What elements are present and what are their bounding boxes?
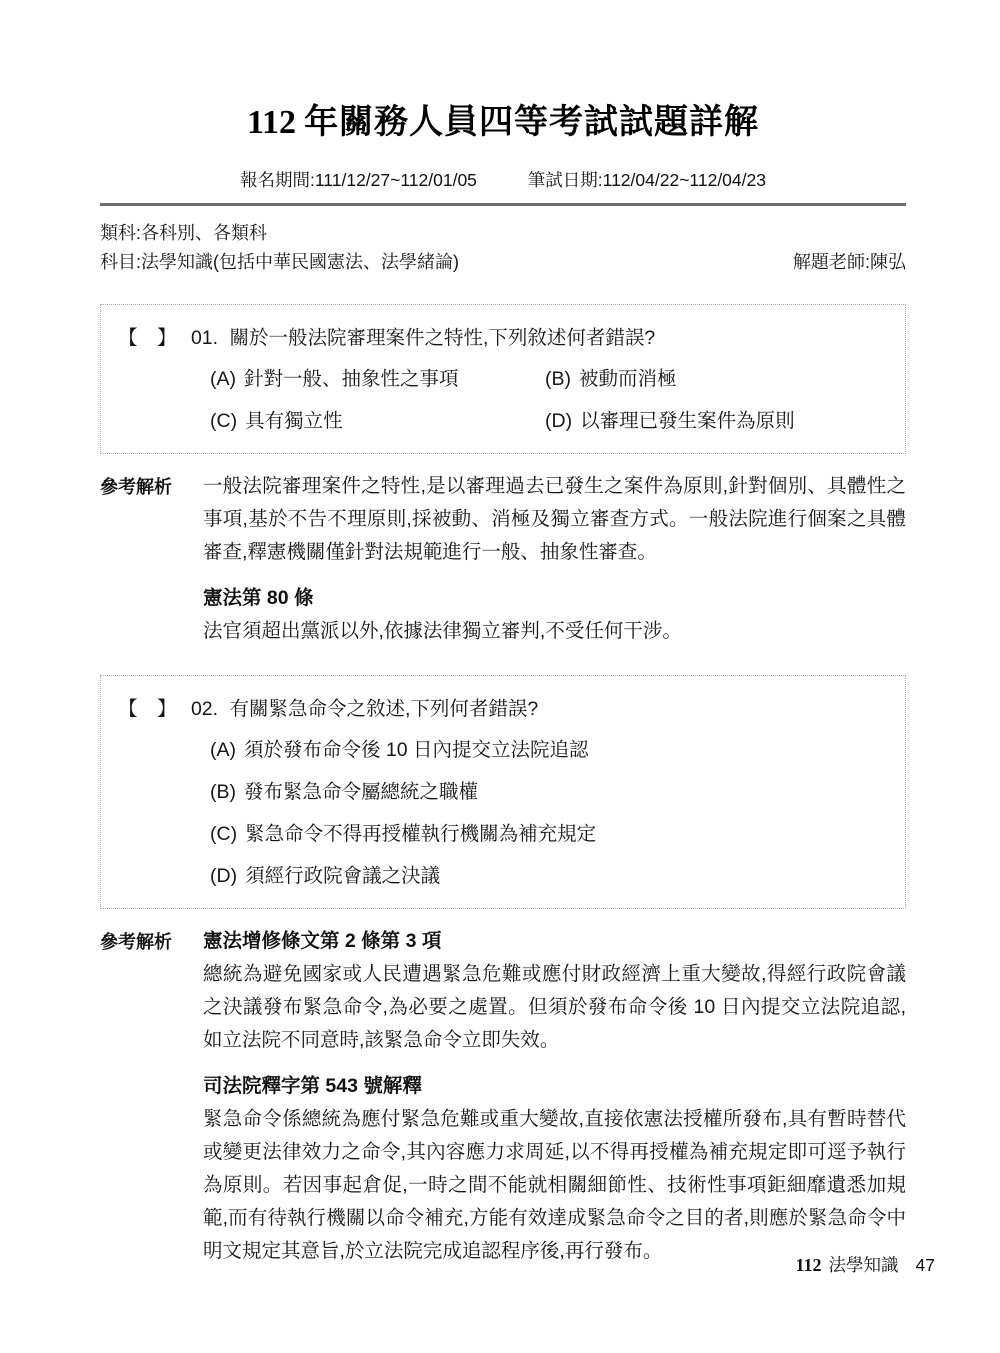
question-stem: 關於一般法院審理案件之特性,下列敘述何者錯誤? [229,326,656,349]
exam-dates-line [100,167,906,192]
option-a [210,734,889,762]
question-box-2 [100,675,906,909]
analysis-paragraph: 一般法院審理案件之特性,是以審理過去已發生之案件為原則,針對個別、具體性之事項,基於不告不理原則,採被動、消極及獨立審查方式。一般法院進行個案之具體審查,釋憲機關僅針對法規範進行一般、抽象性審查。 [203,474,906,563]
teacher-value: 解題老師:陳弘 [792,251,906,272]
law-reference-heading: 憲法增修條文第 2 條第 3 項 [203,929,442,952]
option-text: 緊急命令不得再授權執行機關為補充規定 [245,822,597,845]
option-d [210,860,889,888]
question-2-options [210,734,889,888]
question-2-heading [118,693,889,721]
page-title [100,102,906,144]
subject-line [100,248,906,277]
option-label: (A) [210,367,236,390]
page-footer [796,1252,935,1277]
option-label: (B) [210,780,236,803]
question-number: 02. [190,697,219,720]
option-label: (A) [210,738,236,761]
law-reference-heading: 憲法第 80 條 [203,586,314,609]
analysis-body [203,470,906,648]
question-1-options [210,363,889,433]
analysis-paragraph: 法官須超出黨派以外,依據法律獨立審判,不受任何干涉。 [203,619,682,642]
analysis-body [203,925,906,1268]
option-d [545,405,889,433]
option-text: 發布緊急命令屬總統之職權 [244,780,479,803]
page-title-text: 年關務人員四等考試試題詳解 [304,103,760,141]
option-c [210,818,889,846]
footer-subject: 法學知識 [828,1255,899,1275]
category-line: 類科:各科別、各類科 [100,222,268,243]
footer-page-number: 47 [915,1255,935,1275]
answer-bracket: 【 】 [118,326,177,349]
analysis-label: 參考解析 [100,476,172,497]
option-text: 須於發布命令後 10 日內提交立法院追認 [244,738,589,761]
option-label: (D) [545,409,573,432]
option-label: (C) [210,822,238,845]
subject-value: 科目:法學知識(包括中華民國憲法、法學緒論) [100,251,459,272]
header-divider [100,203,906,206]
page-title-year: 112 [246,104,297,141]
registration-period: 報名期間:111/12/27~112/01/05 [240,169,477,190]
question-stem: 有關緊急命令之敘述,下列何者錯誤? [229,697,539,720]
written-exam-date: 筆試日期:112/04/22~112/04/23 [527,169,766,190]
question-1-heading [118,322,889,350]
answer-bracket: 【 】 [118,697,177,720]
exam-meta [100,219,906,277]
option-label: (D) [210,864,238,887]
option-text: 以審理已發生案件為原則 [580,409,795,432]
option-b [545,363,889,391]
option-text: 須經行政院會議之決議 [245,864,441,887]
page-content [100,0,906,1268]
option-b [210,776,889,804]
option-a [210,363,545,391]
option-text: 具有獨立性 [245,409,343,432]
option-text: 被動而消極 [579,367,677,390]
question-box-1 [100,304,906,454]
analysis-paragraph: 緊急命令係總統為應付緊急危難或重大變故,直接依憲法授權所發布,具有暫時替代或變更法律效力之命令,其內容應力求周延,以不得再授權為補充規定即可逕予執行為原則。若因事起倉促,一時之間不能就相關細節性、技術性事項鉅細靡遺悉加規範,而有待執行機關以命令補充,方能有效達成緊急命令之目的者,則應於緊急命令中明文規定其意旨,於立法院完成追認程序後,再行發布。 [203,1107,906,1262]
question-number: 01. [190,326,219,349]
footer-edition: 112 [795,1255,822,1275]
option-label: (B) [545,367,571,390]
analysis-paragraph: 總統為避免國家或人民遭遇緊急危難或應付財政經濟上重大變故,得經行政院會議之決議發布緊急命令,為必要之處置。但須於發布命令後 10 日內提交立法院追認,如立法院不同意時,該緊急命令立即失效。 [203,962,906,1051]
analysis-question-2 [100,925,906,1268]
analysis-question-1 [100,470,906,648]
option-label: (C) [210,409,238,432]
analysis-label: 參考解析 [100,931,172,952]
option-c [210,405,545,433]
option-text: 針對一般、抽象性之事項 [244,367,459,390]
interpretation-reference-heading: 司法院釋字第 543 號解釋 [203,1074,422,1097]
